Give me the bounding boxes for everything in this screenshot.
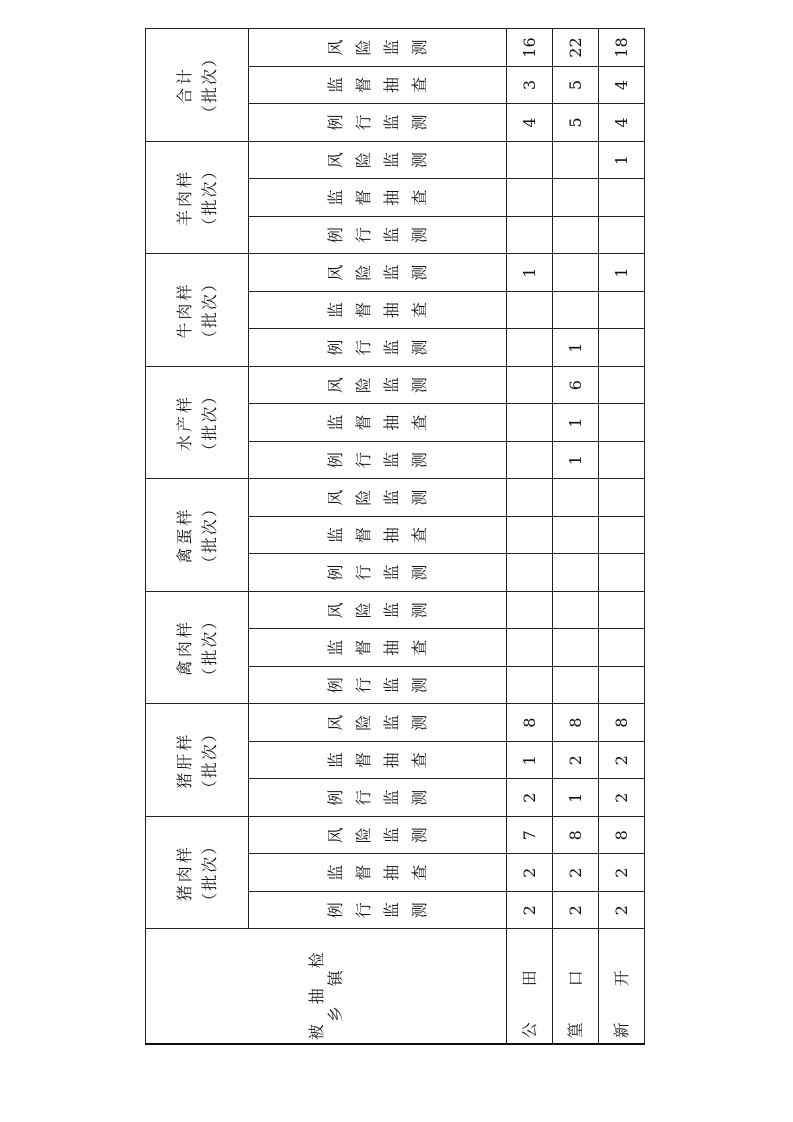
category-unit: （批次） <box>200 499 220 572</box>
subheader-cell <box>249 629 507 667</box>
value-cell <box>598 629 644 667</box>
value-cell: 2 <box>506 892 552 930</box>
value-cell <box>598 591 644 629</box>
subheader-char: 查 <box>409 189 429 206</box>
category-header <box>146 591 249 704</box>
subheader-char: 例 <box>325 789 345 806</box>
subheader-char: 监 <box>381 564 401 581</box>
value-cell <box>552 141 598 179</box>
value-cell <box>506 366 552 404</box>
value-cell <box>506 479 552 517</box>
subheader-char: 监 <box>381 377 401 394</box>
subheader-char: 风 <box>325 377 345 394</box>
subheader-char: 抽 <box>381 864 401 881</box>
value-cell <box>506 441 552 479</box>
subheader-char: 督 <box>353 639 373 656</box>
subheader-char: 测 <box>409 39 429 56</box>
subheader-char: 测 <box>409 902 429 919</box>
subheader-char: 查 <box>409 77 429 94</box>
value-cell <box>552 516 598 554</box>
subheader-char: 例 <box>325 564 345 581</box>
subheader-char: 抽 <box>381 639 401 656</box>
subheader-char: 测 <box>409 677 429 694</box>
subheader-char: 测 <box>409 152 429 169</box>
subheader-cell <box>249 366 507 404</box>
value-cell <box>598 441 644 479</box>
subheader-char: 险 <box>353 489 373 506</box>
value-cell: 1 <box>506 254 552 292</box>
subheader-char: 险 <box>353 152 373 169</box>
subheader-char: 查 <box>409 864 429 881</box>
value-cell <box>598 366 644 404</box>
value-cell <box>506 516 552 554</box>
category-unit: （批次） <box>200 724 220 797</box>
value-cell: 8 <box>506 704 552 742</box>
value-cell <box>552 591 598 629</box>
value-cell <box>552 666 598 704</box>
value-cell <box>506 404 552 442</box>
subheader-char: 查 <box>409 752 429 769</box>
subheader-char: 抽 <box>381 752 401 769</box>
category-unit: （批次） <box>200 611 220 684</box>
subheader-char: 测 <box>409 714 429 731</box>
value-cell <box>552 554 598 592</box>
subheader-char: 督 <box>353 189 373 206</box>
subheader-char: 监 <box>381 789 401 806</box>
subheader-cell <box>249 66 507 104</box>
value-cell <box>598 179 644 217</box>
category-unit: （批次） <box>200 836 220 909</box>
value-cell <box>506 291 552 329</box>
subheader-char: 例 <box>325 452 345 469</box>
subheader-char: 测 <box>409 564 429 581</box>
value-cell: 3 <box>506 66 552 104</box>
subheader-char: 抽 <box>381 302 401 319</box>
subheader-char: 风 <box>325 714 345 731</box>
subheader-char: 查 <box>409 639 429 656</box>
subheader-char: 抽 <box>381 189 401 206</box>
subheader-char: 行 <box>353 677 373 694</box>
value-cell <box>552 479 598 517</box>
value-cell <box>598 479 644 517</box>
subheader-char: 测 <box>409 227 429 244</box>
subheader-char: 例 <box>325 114 345 131</box>
category-name: 猪肝样 <box>175 731 195 789</box>
corner-label: 被抽检乡镇 <box>146 929 507 1044</box>
subheader-char: 险 <box>353 264 373 281</box>
table-row <box>506 29 552 1044</box>
subheader-char: 督 <box>353 77 373 94</box>
subheader-cell <box>249 892 507 930</box>
subheader-cell <box>249 104 507 142</box>
subheader-char: 险 <box>353 602 373 619</box>
subheader-char: 监 <box>381 452 401 469</box>
town-name: 新开 <box>598 929 644 1044</box>
subheader-char: 测 <box>409 114 429 131</box>
subheader-char: 险 <box>353 377 373 394</box>
subheader-char: 监 <box>381 227 401 244</box>
value-cell <box>598 404 644 442</box>
value-cell: 1 <box>506 741 552 779</box>
subheader-cell <box>249 329 507 367</box>
value-cell: 5 <box>552 66 598 104</box>
subheader-char: 测 <box>409 489 429 506</box>
subheader-char: 测 <box>409 377 429 394</box>
subheader-char: 督 <box>353 414 373 431</box>
subheader-char: 行 <box>353 452 373 469</box>
subheader-char: 测 <box>409 452 429 469</box>
subheader-char: 监 <box>325 752 345 769</box>
subheader-char: 监 <box>325 189 345 206</box>
subheader-char: 风 <box>325 39 345 56</box>
subheader-char: 测 <box>409 827 429 844</box>
subheader-char: 监 <box>381 489 401 506</box>
value-cell <box>552 291 598 329</box>
value-cell: 2 <box>598 741 644 779</box>
subheader-char: 查 <box>409 302 429 319</box>
subheader-char: 行 <box>353 564 373 581</box>
value-cell <box>506 179 552 217</box>
subheader-char: 监 <box>325 77 345 94</box>
subheader-char: 督 <box>353 752 373 769</box>
value-cell <box>506 141 552 179</box>
subheader-cell <box>249 816 507 854</box>
value-cell: 2 <box>506 779 552 817</box>
category-header-row <box>146 29 249 1044</box>
value-cell: 1 <box>598 254 644 292</box>
subheader-char: 监 <box>325 864 345 881</box>
subheader-cell <box>249 216 507 254</box>
subheader-char: 督 <box>353 527 373 544</box>
value-cell: 2 <box>598 854 644 892</box>
value-cell: 5 <box>552 104 598 142</box>
subheader-char: 督 <box>353 864 373 881</box>
category-header <box>146 816 249 929</box>
subheader-char: 监 <box>381 602 401 619</box>
town-name: 篁口 <box>552 929 598 1044</box>
rotated-table-wrapper <box>145 37 645 1045</box>
subheader-char: 风 <box>325 489 345 506</box>
category-name: 水产样 <box>175 394 195 452</box>
value-cell: 22 <box>552 29 598 67</box>
subheader-char: 例 <box>325 339 345 356</box>
subheader-char: 行 <box>353 789 373 806</box>
subheader-char: 查 <box>409 527 429 544</box>
category-unit: （批次） <box>200 49 220 122</box>
subheader-char: 监 <box>381 264 401 281</box>
value-cell <box>598 516 644 554</box>
subheader-char: 险 <box>353 827 373 844</box>
category-name: 合计 <box>175 66 195 105</box>
value-cell: 4 <box>506 104 552 142</box>
subheader-cell <box>249 179 507 217</box>
subheader-char: 行 <box>353 227 373 244</box>
value-cell <box>552 179 598 217</box>
value-cell: 4 <box>598 104 644 142</box>
table-row <box>552 29 598 1044</box>
inspection-table <box>145 28 645 1045</box>
subheader-cell <box>249 441 507 479</box>
subheader-char: 监 <box>381 339 401 356</box>
subheader-char: 抽 <box>381 414 401 431</box>
subheader-char: 监 <box>325 414 345 431</box>
value-cell <box>598 216 644 254</box>
value-cell: 8 <box>598 704 644 742</box>
subheader-char: 监 <box>381 114 401 131</box>
value-cell: 2 <box>506 854 552 892</box>
category-header <box>146 29 249 142</box>
value-cell <box>552 629 598 667</box>
subheader-char: 测 <box>409 789 429 806</box>
subheader-char: 查 <box>409 414 429 431</box>
value-cell: 2 <box>598 892 644 930</box>
category-header <box>146 704 249 817</box>
subheader-cell <box>249 404 507 442</box>
value-cell <box>506 629 552 667</box>
subheader-cell <box>249 291 507 329</box>
value-cell <box>598 291 644 329</box>
subheader-char: 监 <box>381 677 401 694</box>
subheader-cell <box>249 741 507 779</box>
subheader-char: 例 <box>325 677 345 694</box>
value-cell: 16 <box>506 29 552 67</box>
subheader-char: 险 <box>353 714 373 731</box>
subheader-char: 抽 <box>381 527 401 544</box>
subheader-char: 监 <box>381 902 401 919</box>
category-unit: （批次） <box>200 274 220 347</box>
subheader-char: 监 <box>381 827 401 844</box>
category-header <box>146 479 249 592</box>
value-cell: 2 <box>552 741 598 779</box>
value-cell <box>506 329 552 367</box>
subheader-cell <box>249 666 507 704</box>
value-cell: 1 <box>552 779 598 817</box>
subheader-cell <box>249 29 507 67</box>
town-name: 公田 <box>506 929 552 1044</box>
subheader-char: 测 <box>409 339 429 356</box>
value-cell: 1 <box>598 141 644 179</box>
subheader-char: 例 <box>325 227 345 244</box>
subheader-char: 监 <box>381 714 401 731</box>
value-cell <box>598 329 644 367</box>
value-cell: 2 <box>552 892 598 930</box>
value-cell: 7 <box>506 816 552 854</box>
subheader-char: 风 <box>325 827 345 844</box>
subheader-char: 督 <box>353 302 373 319</box>
subheader-cell <box>249 254 507 292</box>
category-unit: （批次） <box>200 386 220 459</box>
category-header <box>146 141 249 254</box>
category-name: 牛肉样 <box>175 281 195 339</box>
subheader-char: 风 <box>325 264 345 281</box>
subheader-char: 风 <box>325 602 345 619</box>
subheader-cell <box>249 854 507 892</box>
subheader-char: 测 <box>409 264 429 281</box>
subheader-char: 监 <box>325 527 345 544</box>
subheader-char: 监 <box>325 639 345 656</box>
category-name: 禽蛋样 <box>175 506 195 564</box>
subheader-cell <box>249 554 507 592</box>
subheader-char: 险 <box>353 39 373 56</box>
value-cell: 8 <box>552 816 598 854</box>
value-cell: 2 <box>552 854 598 892</box>
subheader-cell <box>249 141 507 179</box>
value-cell: 1 <box>552 404 598 442</box>
subheader-cell <box>249 479 507 517</box>
value-cell <box>506 591 552 629</box>
table-row <box>598 29 644 1044</box>
category-header <box>146 366 249 479</box>
subheader-cell <box>249 516 507 554</box>
subheader-char: 监 <box>381 39 401 56</box>
value-cell <box>506 666 552 704</box>
category-name: 猪肉样 <box>175 844 195 902</box>
subheader-char: 行 <box>353 902 373 919</box>
subheader-cell <box>249 704 507 742</box>
subheader-char: 行 <box>353 114 373 131</box>
value-cell: 8 <box>552 704 598 742</box>
value-cell: 2 <box>598 779 644 817</box>
subheader-cell <box>249 779 507 817</box>
subheader-char: 抽 <box>381 77 401 94</box>
subheader-char: 监 <box>325 302 345 319</box>
subheader-char: 测 <box>409 602 429 619</box>
value-cell <box>598 554 644 592</box>
subheader-char: 风 <box>325 152 345 169</box>
category-name: 禽肉样 <box>175 619 195 677</box>
value-cell: 1 <box>552 329 598 367</box>
value-cell: 6 <box>552 366 598 404</box>
subheader-char: 例 <box>325 902 345 919</box>
value-cell: 8 <box>598 816 644 854</box>
category-unit: （批次） <box>200 161 220 234</box>
subheader-cell <box>249 591 507 629</box>
subheader-row <box>249 29 507 1044</box>
category-name: 羊肉样 <box>175 169 195 227</box>
subheader-char: 监 <box>381 152 401 169</box>
value-cell <box>506 216 552 254</box>
value-cell: 1 <box>552 441 598 479</box>
value-cell <box>552 254 598 292</box>
value-cell <box>506 554 552 592</box>
value-cell <box>552 216 598 254</box>
value-cell <box>598 666 644 704</box>
value-cell: 4 <box>598 66 644 104</box>
value-cell: 18 <box>598 29 644 67</box>
subheader-char: 行 <box>353 339 373 356</box>
category-header <box>146 254 249 367</box>
